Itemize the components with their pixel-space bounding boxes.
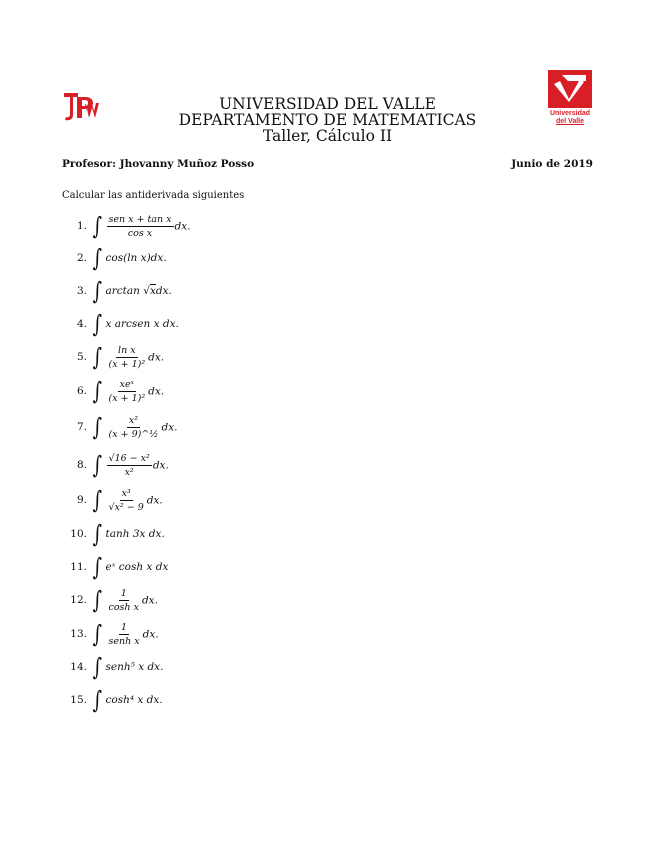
differential: dx. bbox=[161, 421, 178, 433]
exercise-item bbox=[62, 652, 462, 682]
university-logo-caption bbox=[548, 110, 592, 126]
logo-caption-line2: del Valle bbox=[555, 118, 585, 125]
integral-sign: ∫ bbox=[92, 244, 102, 272]
exercise-expression: x arcsen x dx. bbox=[105, 318, 179, 330]
differential: dx. bbox=[141, 594, 158, 606]
exercise-number: 10. bbox=[70, 528, 87, 540]
exercise-item bbox=[62, 685, 462, 715]
integral-sign: ∫ bbox=[92, 310, 102, 338]
integral-sign: ∫ bbox=[92, 277, 102, 305]
differential: dx. bbox=[148, 351, 165, 363]
exercise-number: 4. bbox=[76, 318, 87, 330]
fraction bbox=[107, 488, 146, 513]
radical-sign: √ bbox=[143, 285, 150, 297]
integral-sign: ∫ bbox=[92, 413, 102, 441]
header-title-block bbox=[150, 96, 505, 144]
university-logo bbox=[548, 70, 592, 128]
integral-sign: ∫ bbox=[92, 343, 102, 371]
exercise-number: 6. bbox=[76, 385, 87, 397]
university-name: UNIVERSIDAD DEL VALLE bbox=[219, 95, 436, 113]
exercise-expression bbox=[106, 379, 165, 404]
professor-name: Profesor: Jhovanny Muñoz Posso bbox=[62, 158, 255, 170]
department-logo bbox=[62, 90, 102, 122]
integral-sign: ∫ bbox=[92, 586, 102, 614]
radicand: x bbox=[149, 285, 156, 297]
differential: dx. bbox=[152, 459, 169, 471]
numerator: x² bbox=[128, 414, 139, 426]
exercise-item bbox=[62, 243, 462, 273]
exercise-item bbox=[62, 342, 462, 372]
integral-sign: ∫ bbox=[92, 553, 102, 581]
document-date: Junio de 2019 bbox=[511, 158, 593, 170]
instructions: Calcular las antiderivada siguientes bbox=[62, 190, 245, 201]
exercise-item bbox=[62, 276, 462, 306]
exercise-number: 3. bbox=[76, 285, 87, 297]
fraction bbox=[107, 214, 174, 239]
department-name: DEPARTAMENTO DE MATEMATICAS bbox=[178, 111, 477, 129]
exercise-expression bbox=[106, 214, 191, 239]
exercise-item bbox=[62, 519, 462, 549]
exercise-expression bbox=[106, 622, 159, 647]
exercise-item bbox=[62, 450, 462, 480]
denominator: senh x bbox=[108, 635, 140, 647]
denominator: x² bbox=[124, 466, 134, 478]
exercise-number: 2. bbox=[76, 252, 87, 264]
function-name: arctan bbox=[105, 285, 144, 297]
numerator: x³ bbox=[121, 487, 131, 499]
exercise-expression bbox=[106, 345, 165, 370]
logo-caption-line1: Universidad bbox=[549, 110, 591, 117]
exercise-expression: eˣ cosh x dx bbox=[105, 561, 169, 573]
exercise-expression bbox=[106, 488, 163, 513]
exercise-number: 9. bbox=[76, 494, 87, 506]
numerator: √16 − x² bbox=[108, 452, 150, 464]
exercise-number: 15. bbox=[70, 694, 87, 706]
university-logo-mark bbox=[548, 70, 592, 108]
fraction bbox=[107, 345, 148, 370]
integral-sign: ∫ bbox=[92, 486, 102, 514]
document-title: Taller, Cálculo II bbox=[262, 127, 393, 145]
exercise-expression bbox=[106, 415, 178, 440]
differential: dx. bbox=[155, 285, 172, 297]
exercise-item bbox=[62, 211, 462, 241]
exercise-expression: senh⁵ x dx. bbox=[105, 661, 164, 673]
integral-sign: ∫ bbox=[92, 377, 102, 405]
exercise-item bbox=[62, 485, 462, 515]
integral-sign: ∫ bbox=[92, 520, 102, 548]
fraction bbox=[107, 379, 148, 404]
exercise-number: 12. bbox=[70, 594, 87, 606]
exercise-item bbox=[62, 309, 462, 339]
exercise-item bbox=[62, 376, 462, 406]
numerator: xeˣ bbox=[119, 378, 134, 390]
fraction bbox=[107, 622, 142, 647]
exercise-number: 11. bbox=[70, 561, 87, 573]
exercise-item bbox=[62, 552, 462, 582]
exercise-number: 13. bbox=[70, 628, 87, 640]
integral-sign: ∫ bbox=[92, 212, 102, 240]
fraction bbox=[107, 453, 152, 478]
denominator: cos x bbox=[127, 227, 153, 239]
denominator: cosh x bbox=[108, 601, 139, 613]
exercise-number: 14. bbox=[70, 661, 87, 673]
fraction bbox=[107, 588, 141, 613]
denominator: √x² − 9 bbox=[108, 501, 144, 513]
exercise-expression bbox=[106, 588, 158, 613]
denominator: (x + 9)^½ bbox=[108, 428, 159, 440]
denominator: (x + 1)² bbox=[108, 358, 146, 370]
exercise-number: 8. bbox=[76, 459, 87, 471]
differential: dx. bbox=[148, 385, 165, 397]
numerator: sen x + tan x bbox=[108, 213, 172, 225]
exercise-item bbox=[62, 619, 462, 649]
exercise-number: 1. bbox=[76, 220, 87, 232]
integral-sign: ∫ bbox=[92, 686, 102, 714]
exercise-expression bbox=[106, 285, 172, 297]
exercise-expression: cos(ln x)dx. bbox=[105, 252, 167, 264]
exercise-expression: tanh 3x dx. bbox=[105, 528, 165, 540]
integral-sign: ∫ bbox=[92, 451, 102, 479]
exercise-item bbox=[62, 412, 462, 442]
integral-sign: ∫ bbox=[92, 620, 102, 648]
integral-sign: ∫ bbox=[92, 653, 102, 681]
exercise-expression: cosh⁴ x dx. bbox=[105, 694, 163, 706]
numerator: 1 bbox=[121, 621, 128, 633]
numerator: ln x bbox=[118, 344, 136, 356]
numerator: 1 bbox=[120, 587, 127, 599]
exercise-item bbox=[62, 585, 462, 615]
exercise-number: 5. bbox=[76, 351, 87, 363]
differential: dx. bbox=[146, 494, 163, 506]
fraction bbox=[107, 415, 161, 440]
exercise-expression bbox=[106, 453, 169, 478]
differential: dx. bbox=[142, 628, 159, 640]
differential: dx. bbox=[174, 220, 191, 232]
exercise-number: 7. bbox=[76, 421, 87, 433]
denominator: (x + 1)² bbox=[108, 392, 146, 404]
